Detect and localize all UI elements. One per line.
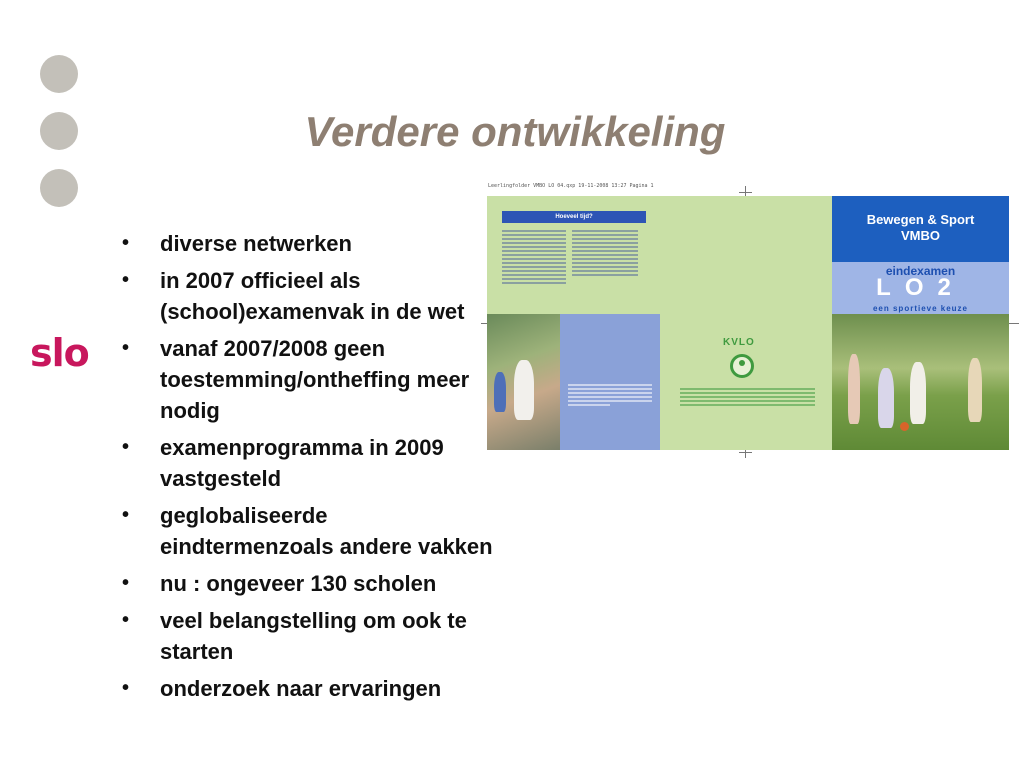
photo-figure [514, 360, 534, 420]
bullet-marker: • [122, 572, 130, 594]
bullet-marker: • [122, 677, 130, 699]
slide-title: Verdere ontwikkeling [304, 108, 726, 155]
bullet-item [118, 605, 498, 667]
bullet-marker: • [122, 504, 130, 526]
bullet-text: nu : ongeveer 130 scholen [160, 571, 437, 596]
bullet-item [118, 432, 498, 494]
photo-figure [878, 368, 894, 428]
bullet-item [118, 265, 498, 327]
decorative-dot-3 [40, 169, 78, 207]
brochure-text-column [572, 228, 638, 278]
brochure-image [480, 182, 1020, 462]
brochure-subtitle: een sportieve keuze [872, 304, 969, 313]
photo-figure [848, 354, 860, 424]
bullet-list [118, 228, 498, 710]
bullet-item [118, 500, 498, 562]
bullet-item [118, 568, 498, 599]
bullet-marker: • [122, 436, 130, 458]
bullet-text: geglobaliseerde eindtermenzoals andere vakken [160, 503, 493, 559]
brochure-box-title: Hoeveel tijd? [502, 211, 646, 223]
bullet-text: veel belangstelling om ook te starten [160, 608, 467, 664]
bullet-marker: • [122, 269, 130, 291]
photo-ball [900, 422, 909, 431]
bullet-text: onderzoek naar ervaringen [160, 676, 442, 701]
brochure-address-text [680, 386, 815, 408]
bullet-marker: • [122, 337, 130, 359]
bullet-text: diverse netwerken [160, 231, 352, 256]
kvlo-logo-text: KVLO [723, 337, 755, 348]
decorative-dot-1 [40, 55, 78, 93]
brochure-text-column [502, 228, 566, 286]
bullet-text: vanaf 2007/2008 geen toestemming/ontheffing meer nodig [160, 336, 470, 423]
kvlo-logo-icon [730, 354, 754, 378]
photo-figure [910, 362, 926, 424]
bullet-item [118, 228, 498, 259]
bullet-marker: • [122, 232, 130, 254]
slo-logo: slo [30, 331, 89, 375]
brochure-quote-text [568, 382, 652, 408]
bullet-text: in 2007 officieel als (school)examenvak in de wet [160, 268, 465, 324]
photo-figure [968, 358, 982, 422]
brochure-eindexamen: eindexamen [885, 264, 956, 278]
brochure-cover-title-line1: Bewegen & Sport [866, 212, 975, 227]
bullet-text: examenprogramma in 2009 vastgesteld [160, 435, 444, 491]
brochure-header-strip: Leerlingfolder VMBO LO 04.qxp 19-11-2008 13:27 Pagina 1 [488, 183, 654, 189]
photo-figure [494, 372, 506, 412]
brochure-lo2: LO2 [876, 274, 965, 301]
bullet-item [118, 673, 498, 704]
decorative-dot-2 [40, 112, 78, 150]
brochure-cover-title-line2: VMBO [901, 228, 940, 243]
bullet-item [118, 333, 498, 426]
crop-mark [739, 192, 752, 193]
crop-mark [739, 452, 752, 453]
brochure-panel-back [660, 196, 832, 450]
brochure-cover-title [832, 212, 1009, 244]
bullet-marker: • [122, 609, 130, 631]
